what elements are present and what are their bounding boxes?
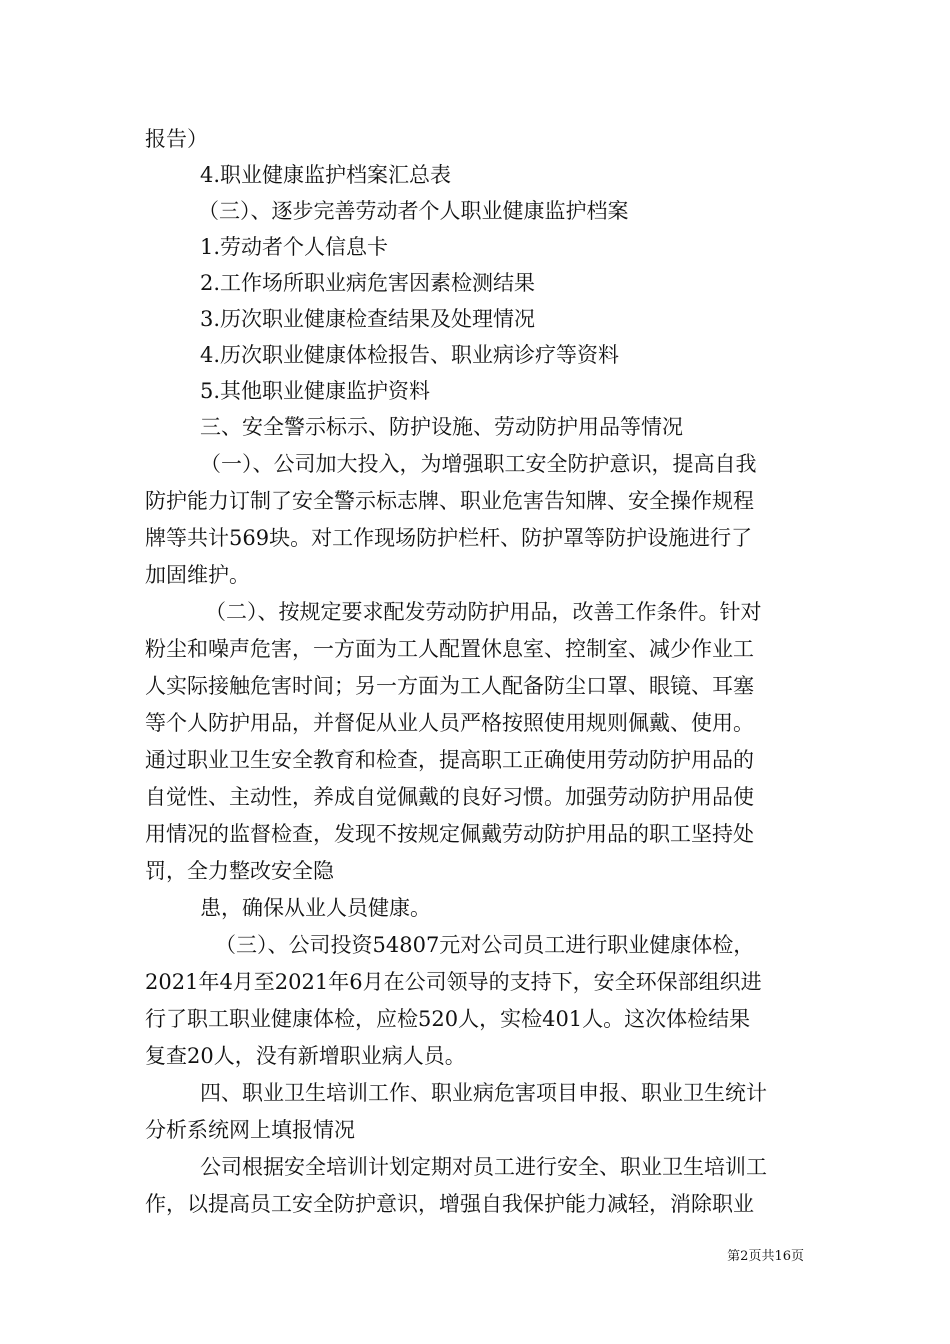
list-item: 1.劳动者个人信息卡 <box>200 235 389 259</box>
paragraph-line: 人实际接触危害时间；另一方面为工人配备防尘口罩、眼镜、耳塞 <box>145 674 754 698</box>
paragraph-line: 防护能力订制了安全警示标志牌、职业危害告知牌、安全操作规程 <box>145 489 754 513</box>
paragraph-line: 2021年4月至2021年6月在公司领导的支持下，安全环保部组织进 <box>145 970 762 994</box>
list-item: 2.工作场所职业病危害因素检测结果 <box>200 271 536 295</box>
section-heading: （三）、逐步完善劳动者个人职业健康监护档案 <box>198 199 629 223</box>
paragraph-line: 粉尘和噪声危害，一方面为工人配置休息室、控制室、减少作业工 <box>145 637 754 661</box>
paragraph-line: 复查20人，没有新增职业病人员。 <box>145 1044 466 1068</box>
paragraph-line: （三）、公司投资54807元对公司员工进行职业健康体检， <box>215 933 755 957</box>
section-heading: 分析系统网上填报情况 <box>145 1118 355 1142</box>
paragraph-line: 患，确保从业人员健康。 <box>200 896 431 920</box>
paragraph-line: 公司根据安全培训计划定期对员工进行安全、职业卫生培训工 <box>200 1155 767 1179</box>
paragraph-line: 行了职工职业健康体检，应检520人，实检401人。这次体检结果 <box>145 1007 751 1031</box>
paragraph-line: 牌等共计569块。对工作现场防护栏杆、防护罩等防护设施进行了 <box>145 526 753 550</box>
paragraph-line: （一）、公司加大投入，为增强职工安全防护意识，提高自我 <box>200 452 757 476</box>
paragraph-line: 用情况的监督检查，发现不按规定佩戴劳动防护用品的职工坚持处 <box>145 822 754 846</box>
list-item: 4.历次职业健康体检报告、职业病诊疗等资料 <box>200 343 620 367</box>
paragraph-line: （二）、按规定要求配发劳动防护用品，改善工作条件。针对 <box>205 600 762 624</box>
section-heading: 三、安全警示标示、防护设施、劳动防护用品等情况 <box>200 415 683 439</box>
paragraph-line: 罚，全力整改安全隐 <box>145 859 334 883</box>
section-heading: 四、职业卫生培训工作、职业病危害项目申报、职业卫生统计 <box>200 1081 767 1105</box>
list-item: 3.历次职业健康检查结果及处理情况 <box>200 307 536 331</box>
list-item: 4.职业健康监护档案汇总表 <box>200 163 452 187</box>
text-line: 报告） <box>145 127 208 151</box>
paragraph-line: 通过职业卫生安全教育和检查，提高职工正确使用劳动防护用品的 <box>145 748 754 772</box>
paragraph-line: 加固维护。 <box>145 563 250 587</box>
paragraph-line: 作，以提高员工安全防护意识，增强自我保护能力减轻，消除职业 <box>145 1192 754 1216</box>
paragraph-line: 自觉性、主动性，养成自觉佩戴的良好习惯。加强劳动防护用品使 <box>145 785 754 809</box>
list-item: 5.其他职业健康监护资料 <box>200 379 431 403</box>
page-number: 第2页共16页 <box>727 1249 804 1264</box>
paragraph-line: 等个人防护用品，并督促从业人员严格按照使用规则佩戴、使用。 <box>145 711 754 735</box>
